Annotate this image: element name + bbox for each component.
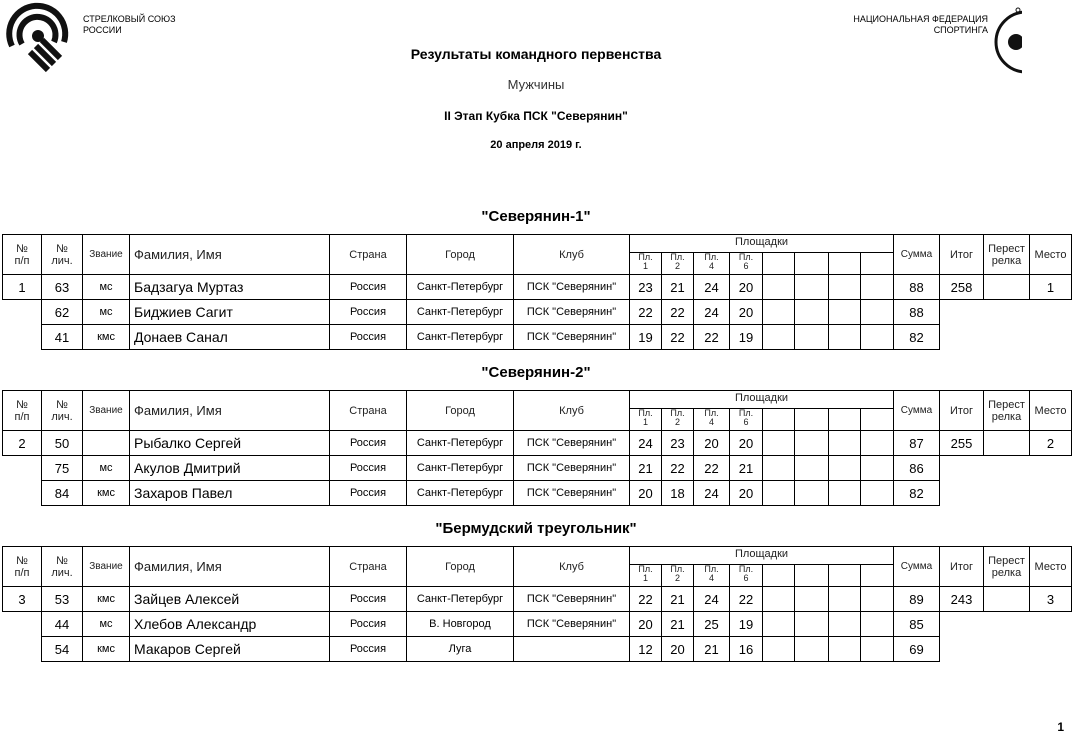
event-date: 20 апреля 2019 г. bbox=[490, 139, 582, 151]
venue-score-cell: 18 bbox=[661, 480, 694, 506]
license-cell: 41 bbox=[41, 324, 83, 350]
org-left-line2: РОССИИ bbox=[83, 25, 122, 35]
venue-score-cell bbox=[762, 299, 795, 325]
venue-score-cell: 20 bbox=[729, 430, 763, 456]
venue-score-cell bbox=[794, 274, 829, 300]
sum-cell: 88 bbox=[893, 274, 940, 300]
rank-cell: кмс bbox=[82, 586, 130, 612]
license-cell: 50 bbox=[41, 430, 83, 456]
venue-score-cell: 19 bbox=[629, 324, 662, 350]
venue-sub-prefix: Пл. bbox=[670, 408, 685, 418]
team-place-cell: 1 bbox=[1029, 274, 1072, 300]
shootoff-cell bbox=[983, 430, 1030, 456]
sum-cell: 86 bbox=[893, 455, 940, 481]
org-right-line1: НАЦИОНАЛЬНАЯ ФЕДЕРАЦИЯ bbox=[853, 14, 988, 24]
col-header-city: Город bbox=[406, 234, 514, 275]
venue-score-cell: 22 bbox=[629, 299, 662, 325]
venue-score-cell bbox=[828, 480, 861, 506]
col-header-sum: Сумма bbox=[893, 390, 940, 431]
col-header-sum: Сумма bbox=[893, 546, 940, 587]
city-cell: Санкт-Петербург bbox=[406, 455, 514, 481]
venue-score-cell bbox=[828, 299, 861, 325]
venue-score-cell bbox=[860, 430, 894, 456]
sum-cell: 88 bbox=[893, 299, 940, 325]
col-header-shootoff bbox=[983, 234, 1030, 275]
country-cell: Россия bbox=[329, 430, 407, 456]
col-header-rank: Звание bbox=[82, 546, 130, 587]
venue-subheader bbox=[730, 564, 763, 586]
venue-subheader bbox=[694, 408, 730, 430]
venue-sub-number: 2 bbox=[674, 417, 680, 427]
col-header-club: Клуб bbox=[513, 546, 630, 587]
club-cell: ПСК "Северянин" bbox=[513, 480, 630, 506]
venue-score-cell bbox=[762, 636, 795, 662]
col-header-lic-line1: № bbox=[56, 398, 68, 411]
col-header-no-line1: № bbox=[16, 398, 28, 411]
col-header-no-line1: № bbox=[16, 554, 28, 567]
city-cell: В. Новгород bbox=[406, 611, 514, 637]
venue-score-cell bbox=[828, 430, 861, 456]
page-number: 1 bbox=[1057, 720, 1064, 734]
col-header-venues bbox=[629, 390, 894, 431]
sum-cell: 87 bbox=[893, 430, 940, 456]
venue-score-cell bbox=[860, 324, 894, 350]
country-cell: Россия bbox=[329, 299, 407, 325]
col-header-place: Место bbox=[1029, 234, 1072, 275]
col-header-sum: Сумма bbox=[893, 234, 940, 275]
city-cell: Санкт-Петербург bbox=[406, 324, 514, 350]
category-label: Мужчины bbox=[507, 77, 565, 92]
venue-subheader bbox=[795, 564, 829, 586]
venue-subheader bbox=[829, 252, 861, 274]
col-header-lic-line1: № bbox=[56, 242, 68, 255]
athlete-name-cell: Макаров Сергей bbox=[129, 636, 330, 662]
athlete-name-cell: Биджиев Сагит bbox=[129, 299, 330, 325]
venue-sub-number: 4 bbox=[708, 261, 714, 271]
venue-subheader bbox=[730, 252, 763, 274]
rank-cell: кмс bbox=[82, 636, 130, 662]
venue-score-cell: 22 bbox=[729, 586, 763, 612]
city-cell: Луга bbox=[406, 636, 514, 662]
team-title: "Бермудский треугольник" bbox=[435, 520, 637, 537]
shooting-union-logo bbox=[4, 2, 76, 82]
venue-score-cell: 21 bbox=[661, 611, 694, 637]
venue-subheader bbox=[662, 408, 694, 430]
col-header-shootoff-line1: Перест bbox=[988, 398, 1025, 411]
license-cell: 84 bbox=[41, 480, 83, 506]
venue-score-cell bbox=[794, 611, 829, 637]
team-number-cell: 3 bbox=[2, 586, 42, 612]
license-cell: 62 bbox=[41, 299, 83, 325]
col-header-shootoff-line2: релка bbox=[991, 254, 1022, 267]
col-header-no-line2: п/п bbox=[14, 566, 30, 579]
shootoff-cell bbox=[983, 274, 1030, 300]
org-name-right bbox=[853, 14, 988, 36]
venue-subheader bbox=[730, 408, 763, 430]
sum-cell: 82 bbox=[893, 324, 940, 350]
athlete-name-cell: Хлебов Александр bbox=[129, 611, 330, 637]
col-header-place: Место bbox=[1029, 546, 1072, 587]
license-cell: 75 bbox=[41, 455, 83, 481]
venue-score-cell: 24 bbox=[629, 430, 662, 456]
venue-score-cell: 20 bbox=[729, 299, 763, 325]
col-header-rank: Звание bbox=[82, 234, 130, 275]
venue-score-cell: 12 bbox=[629, 636, 662, 662]
venue-score-cell: 21 bbox=[729, 455, 763, 481]
venue-subheader bbox=[829, 408, 861, 430]
page-title: Результаты командного первенства bbox=[410, 46, 662, 62]
team-place-cell: 2 bbox=[1029, 430, 1072, 456]
venue-score-cell: 24 bbox=[693, 274, 730, 300]
athlete-name-cell: Акулов Дмитрий bbox=[129, 455, 330, 481]
col-header-lic bbox=[41, 390, 83, 431]
rank-cell: мс bbox=[82, 455, 130, 481]
venue-score-cell bbox=[860, 611, 894, 637]
team-total-cell: 243 bbox=[939, 586, 984, 612]
col-header-no-line1: № bbox=[16, 242, 28, 255]
venue-score-cell: 20 bbox=[729, 480, 763, 506]
venue-score-cell: 23 bbox=[629, 274, 662, 300]
venue-sub-prefix: Пл. bbox=[704, 408, 719, 418]
club-cell: ПСК "Северянин" bbox=[513, 586, 630, 612]
col-header-city: Город bbox=[406, 546, 514, 587]
venue-subheader bbox=[763, 564, 795, 586]
venue-score-cell: 24 bbox=[693, 480, 730, 506]
col-header-venues bbox=[629, 234, 894, 275]
venue-score-cell: 20 bbox=[729, 274, 763, 300]
col-header-lic-line1: № bbox=[56, 554, 68, 567]
athlete-name-cell: Зайцев Алексей bbox=[129, 586, 330, 612]
col-header-shootoff bbox=[983, 390, 1030, 431]
country-cell: Россия bbox=[329, 611, 407, 637]
venue-score-cell: 22 bbox=[693, 324, 730, 350]
team-total-cell: 258 bbox=[939, 274, 984, 300]
col-header-lic-line2: лич. bbox=[51, 254, 73, 267]
country-cell: Россия bbox=[329, 586, 407, 612]
venue-subheader bbox=[694, 564, 730, 586]
venue-score-cell bbox=[828, 586, 861, 612]
rank-cell: кмс bbox=[82, 480, 130, 506]
athlete-name-cell: Захаров Павел bbox=[129, 480, 330, 506]
rank-cell: кмс bbox=[82, 324, 130, 350]
venue-score-cell bbox=[828, 455, 861, 481]
venue-sub-number: 6 bbox=[743, 573, 749, 583]
venue-score-cell bbox=[860, 480, 894, 506]
col-header-name: Фамилия, Имя bbox=[129, 390, 330, 431]
col-header-shootoff bbox=[983, 546, 1030, 587]
venue-score-cell bbox=[794, 430, 829, 456]
sporting-federation-logo bbox=[992, 4, 1022, 76]
license-cell: 53 bbox=[41, 586, 83, 612]
col-header-name: Фамилия, Имя bbox=[129, 546, 330, 587]
venue-score-cell bbox=[828, 611, 861, 637]
rank-cell bbox=[82, 430, 130, 456]
venue-score-cell bbox=[860, 299, 894, 325]
venue-sub-prefix: Пл. bbox=[738, 252, 754, 262]
sum-cell: 89 bbox=[893, 586, 940, 612]
venue-score-cell: 22 bbox=[693, 455, 730, 481]
venue-subheader bbox=[795, 408, 829, 430]
venue-score-cell bbox=[860, 455, 894, 481]
venue-subheader bbox=[861, 564, 894, 586]
venue-sub-prefix: Пл. bbox=[704, 252, 719, 262]
col-header-no-line2: п/п bbox=[14, 410, 30, 423]
venue-score-cell: 21 bbox=[693, 636, 730, 662]
country-cell: Россия bbox=[329, 274, 407, 300]
license-cell: 63 bbox=[41, 274, 83, 300]
venue-score-cell bbox=[762, 480, 795, 506]
venue-sub-number: 2 bbox=[674, 573, 680, 583]
venue-sub-prefix: Пл. bbox=[738, 408, 754, 418]
col-header-place: Место bbox=[1029, 390, 1072, 431]
venue-sub-number: 6 bbox=[743, 417, 749, 427]
venue-score-cell: 19 bbox=[729, 611, 763, 637]
venue-score-cell bbox=[794, 586, 829, 612]
col-header-no-line2: п/п bbox=[14, 254, 30, 267]
org-left-line1: СТРЕЛКОВЫЙ СОЮЗ bbox=[83, 14, 176, 24]
venue-score-cell: 22 bbox=[661, 299, 694, 325]
country-cell: Россия bbox=[329, 324, 407, 350]
col-header-lic bbox=[41, 546, 83, 587]
venue-score-cell: 20 bbox=[661, 636, 694, 662]
venue-subheader bbox=[630, 252, 662, 274]
team-total-cell: 255 bbox=[939, 430, 984, 456]
venue-score-cell: 23 bbox=[661, 430, 694, 456]
club-cell: ПСК "Северянин" bbox=[513, 274, 630, 300]
sum-cell: 69 bbox=[893, 636, 940, 662]
team-number-cell: 2 bbox=[2, 430, 42, 456]
club-cell: ПСК "Северянин" bbox=[513, 324, 630, 350]
venue-score-cell bbox=[860, 586, 894, 612]
city-cell: Санкт-Петербург bbox=[406, 299, 514, 325]
venue-score-cell: 24 bbox=[693, 299, 730, 325]
col-header-club: Клуб bbox=[513, 234, 630, 275]
venue-subheader bbox=[630, 408, 662, 430]
team-title: "Северянин-2" bbox=[481, 364, 591, 381]
club-cell: ПСК "Северянин" bbox=[513, 455, 630, 481]
venue-sub-number: 4 bbox=[708, 573, 714, 583]
col-header-club: Клуб bbox=[513, 390, 630, 431]
venue-sub-number: 1 bbox=[642, 417, 648, 427]
city-cell: Санкт-Петербург bbox=[406, 430, 514, 456]
venue-subheader bbox=[861, 252, 894, 274]
venue-score-cell bbox=[762, 455, 795, 481]
col-header-no bbox=[2, 390, 42, 431]
venue-sub-prefix: Пл. bbox=[738, 564, 754, 574]
sum-cell: 85 bbox=[893, 611, 940, 637]
venue-score-cell: 22 bbox=[629, 586, 662, 612]
license-cell: 54 bbox=[41, 636, 83, 662]
venue-score-cell: 24 bbox=[693, 586, 730, 612]
club-cell bbox=[513, 636, 630, 662]
venue-subheader bbox=[662, 564, 694, 586]
col-header-lic-line2: лич. bbox=[51, 410, 73, 423]
city-cell: Санкт-Петербург bbox=[406, 586, 514, 612]
venue-subheader bbox=[694, 252, 730, 274]
venue-score-cell bbox=[860, 636, 894, 662]
club-cell: ПСК "Северянин" bbox=[513, 430, 630, 456]
venue-score-cell: 21 bbox=[629, 455, 662, 481]
venue-score-cell bbox=[762, 324, 795, 350]
venue-subheader bbox=[763, 408, 795, 430]
venue-score-cell bbox=[794, 324, 829, 350]
team-number-cell: 1 bbox=[2, 274, 42, 300]
venue-sub-prefix: Пл. bbox=[638, 252, 653, 262]
col-header-country: Страна bbox=[329, 390, 407, 431]
venue-sub-prefix: Пл. bbox=[670, 564, 685, 574]
col-header-country: Страна bbox=[329, 546, 407, 587]
venue-score-cell bbox=[762, 430, 795, 456]
venue-sub-prefix: Пл. bbox=[704, 564, 719, 574]
venue-score-cell bbox=[794, 636, 829, 662]
venue-score-cell bbox=[794, 299, 829, 325]
venue-sub-prefix: Пл. bbox=[638, 564, 653, 574]
venue-score-cell bbox=[828, 324, 861, 350]
venue-sub-prefix: Пл. bbox=[670, 252, 685, 262]
venue-score-cell: 25 bbox=[693, 611, 730, 637]
col-header-rank: Звание bbox=[82, 390, 130, 431]
venue-sub-number: 4 bbox=[708, 417, 714, 427]
col-header-lic bbox=[41, 234, 83, 275]
venue-score-cell: 21 bbox=[661, 586, 694, 612]
col-header-name: Фамилия, Имя bbox=[129, 234, 330, 275]
venue-subheader bbox=[763, 252, 795, 274]
col-header-total: Итог bbox=[939, 234, 984, 275]
city-cell: Санкт-Петербург bbox=[406, 480, 514, 506]
venue-score-cell bbox=[762, 586, 795, 612]
venue-subheader bbox=[662, 252, 694, 274]
venue-subheader bbox=[829, 564, 861, 586]
col-header-no bbox=[2, 546, 42, 587]
event-title: II Этап Кубка ПСК "Северянин" bbox=[444, 109, 628, 123]
country-cell: Россия bbox=[329, 455, 407, 481]
team-title: "Северянин-1" bbox=[481, 208, 591, 225]
col-header-shootoff-line1: Перест bbox=[988, 554, 1025, 567]
col-header-no bbox=[2, 234, 42, 275]
col-header-shootoff-line1: Перест bbox=[988, 242, 1025, 255]
venue-subheader bbox=[861, 408, 894, 430]
country-cell: Россия bbox=[329, 480, 407, 506]
country-cell: Россия bbox=[329, 636, 407, 662]
col-header-lic-line2: лич. bbox=[51, 566, 73, 579]
rank-cell: мс bbox=[82, 274, 130, 300]
rank-cell: мс bbox=[82, 299, 130, 325]
venue-score-cell bbox=[794, 480, 829, 506]
org-right-line2: СПОРТИНГА bbox=[933, 25, 988, 35]
col-header-city: Город bbox=[406, 390, 514, 431]
venue-score-cell: 19 bbox=[729, 324, 763, 350]
venue-subheader bbox=[630, 564, 662, 586]
athlete-name-cell: Донаев Санал bbox=[129, 324, 330, 350]
venue-sub-prefix: Пл. bbox=[638, 408, 653, 418]
venues-label: Площадки bbox=[734, 548, 789, 560]
col-header-shootoff-line2: релка bbox=[991, 566, 1022, 579]
shootoff-cell bbox=[983, 586, 1030, 612]
athlete-name-cell: Рыбалко Сергей bbox=[129, 430, 330, 456]
venue-score-cell bbox=[762, 274, 795, 300]
org-name-left bbox=[83, 14, 176, 36]
club-cell: ПСК "Северянин" bbox=[513, 299, 630, 325]
venue-score-cell: 16 bbox=[729, 636, 763, 662]
venue-sub-number: 2 bbox=[674, 261, 680, 271]
venue-score-cell: 22 bbox=[661, 455, 694, 481]
venue-score-cell bbox=[828, 636, 861, 662]
club-cell: ПСК "Северянин" bbox=[513, 611, 630, 637]
venue-sub-number: 6 bbox=[743, 261, 749, 271]
venues-label: Площадки bbox=[734, 236, 789, 248]
license-cell: 44 bbox=[41, 611, 83, 637]
sum-cell: 82 bbox=[893, 480, 940, 506]
venue-sub-number: 1 bbox=[642, 573, 648, 583]
venue-score-cell: 20 bbox=[629, 480, 662, 506]
venue-score-cell: 22 bbox=[661, 324, 694, 350]
col-header-total: Итог bbox=[939, 546, 984, 587]
venue-score-cell bbox=[828, 274, 861, 300]
col-header-country: Страна bbox=[329, 234, 407, 275]
venues-label: Площадки bbox=[734, 392, 789, 404]
venue-score-cell: 20 bbox=[693, 430, 730, 456]
col-header-venues bbox=[629, 546, 894, 587]
venue-score-cell bbox=[794, 455, 829, 481]
venue-score-cell: 21 bbox=[661, 274, 694, 300]
city-cell: Санкт-Петербург bbox=[406, 274, 514, 300]
team-place-cell: 3 bbox=[1029, 586, 1072, 612]
venue-score-cell bbox=[860, 274, 894, 300]
venue-score-cell: 20 bbox=[629, 611, 662, 637]
venue-sub-number: 1 bbox=[642, 261, 648, 271]
athlete-name-cell: Бадзагуа Муртаз bbox=[129, 274, 330, 300]
col-header-shootoff-line2: релка bbox=[991, 410, 1022, 423]
venue-score-cell bbox=[762, 611, 795, 637]
venue-subheader bbox=[795, 252, 829, 274]
col-header-total: Итог bbox=[939, 390, 984, 431]
rank-cell: мс bbox=[82, 611, 130, 637]
